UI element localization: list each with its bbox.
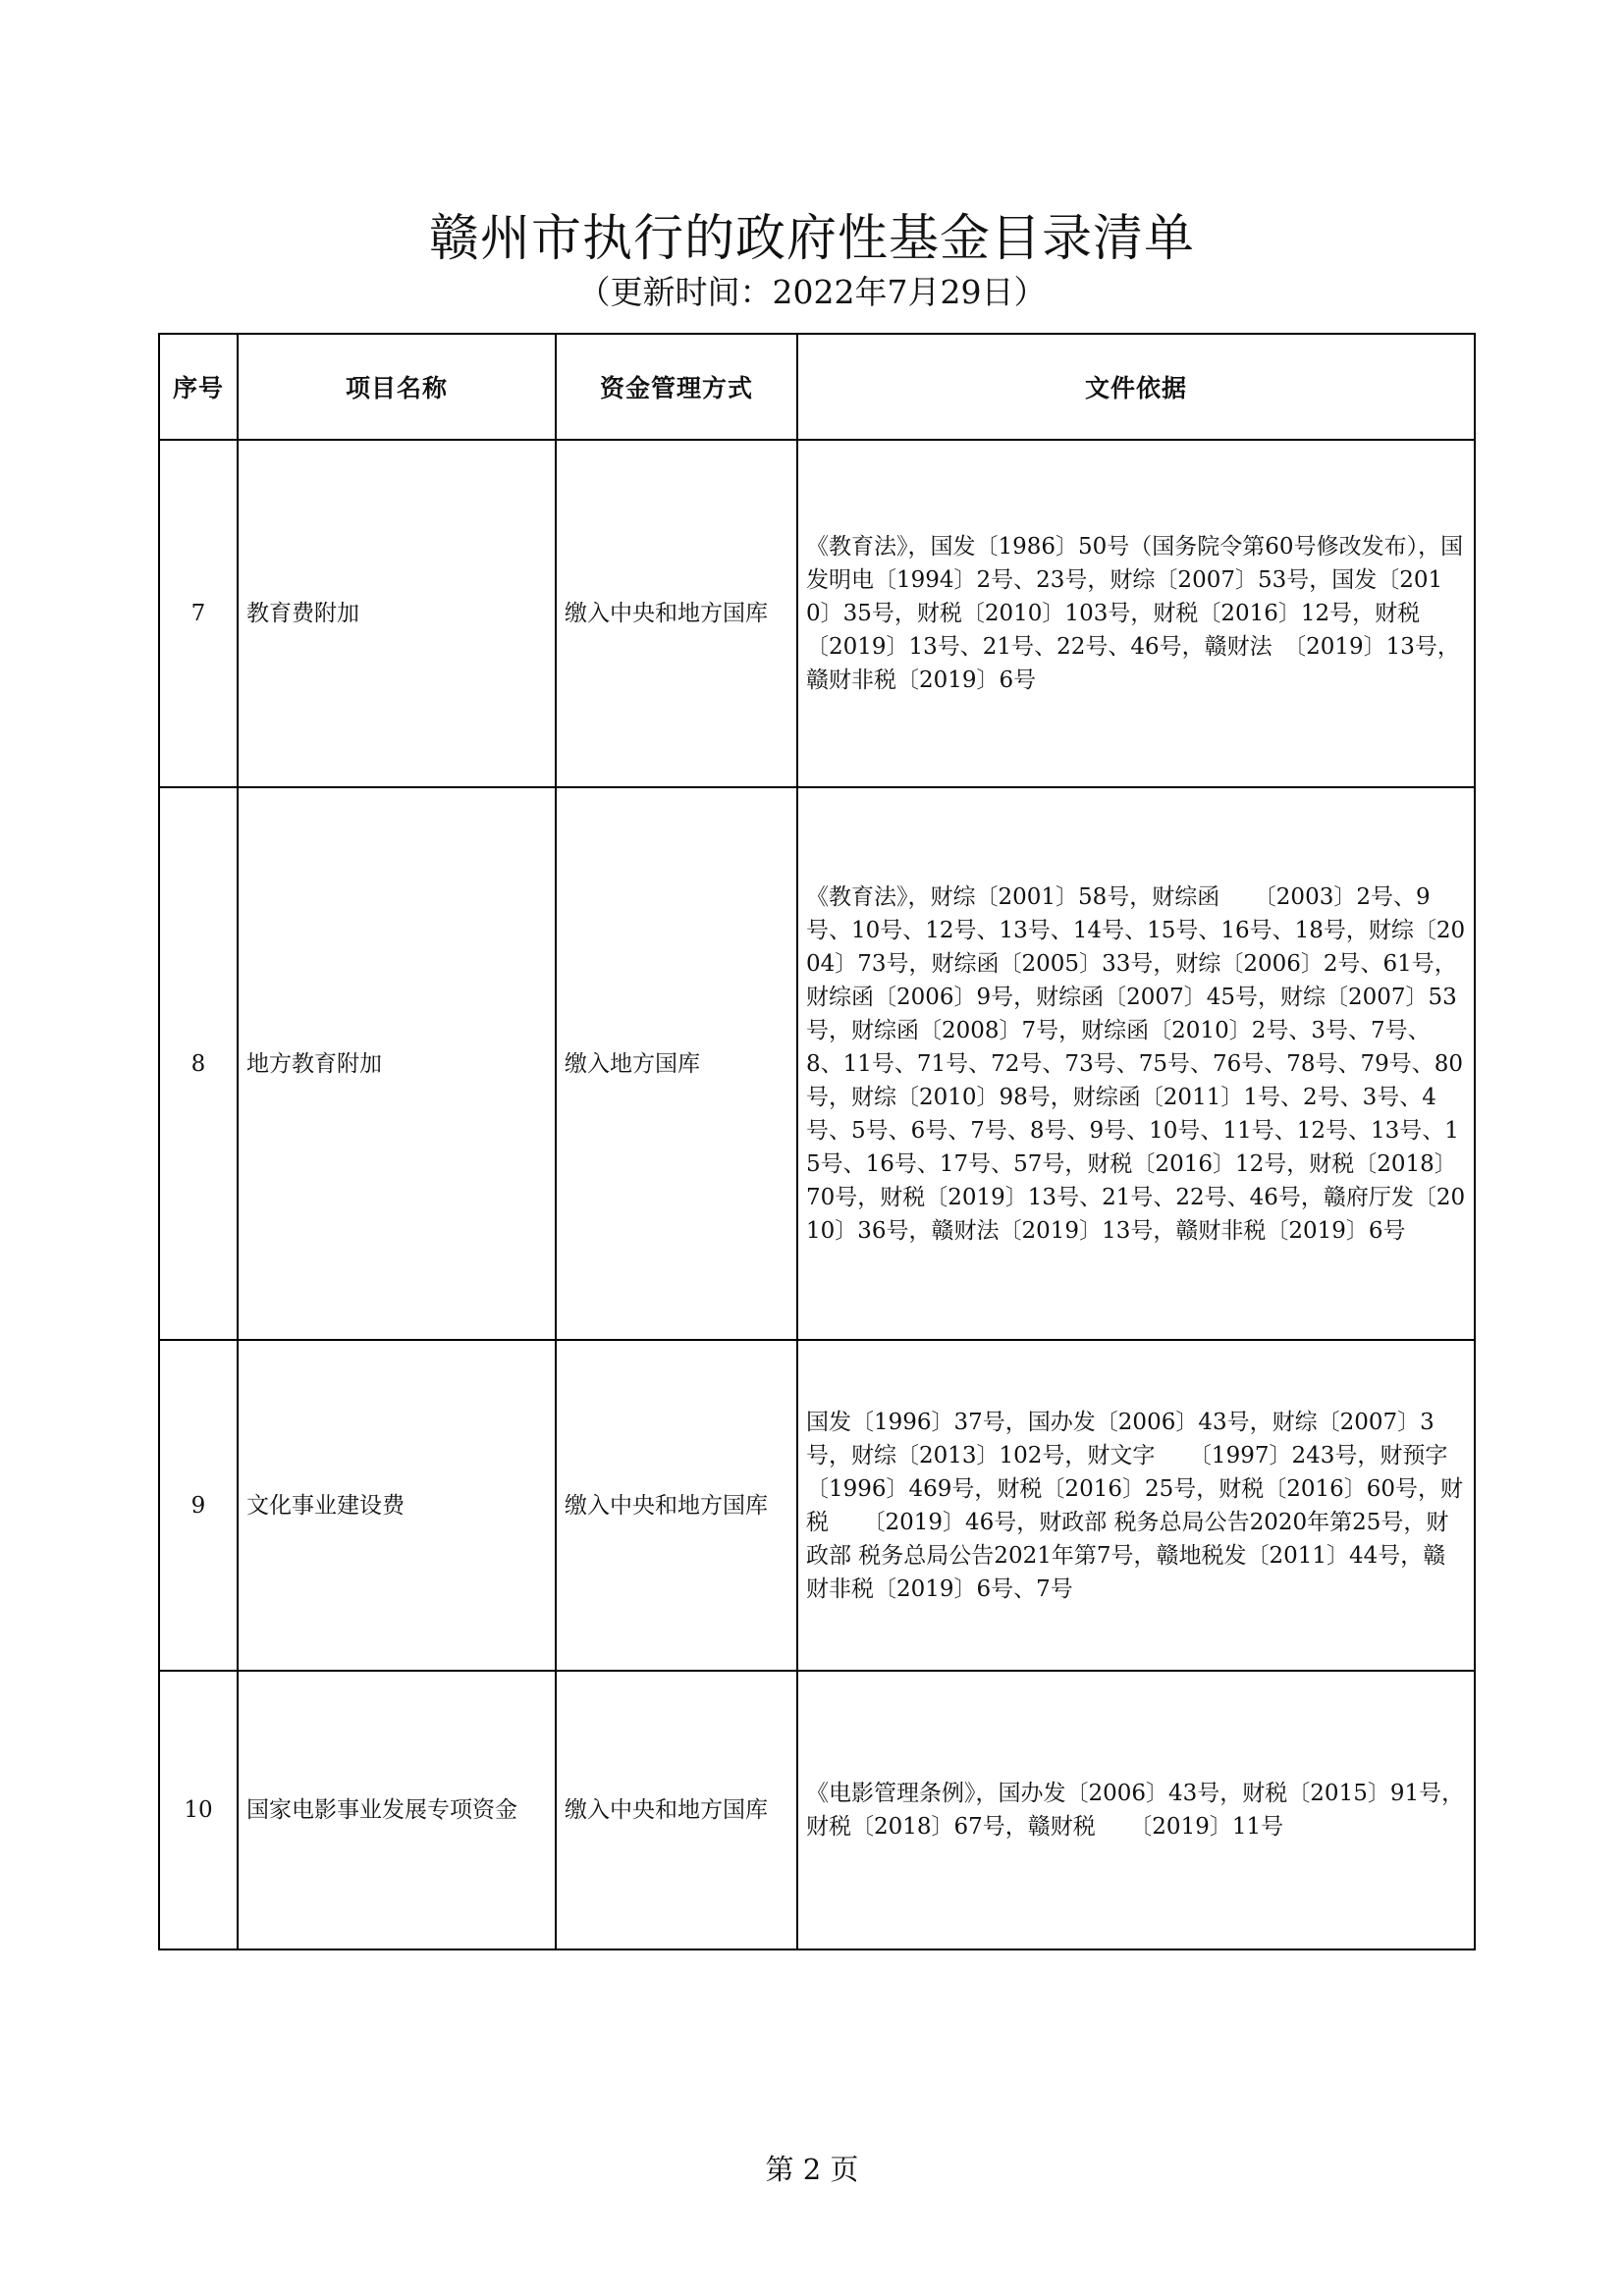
cell-no: 10 <box>159 1671 238 1949</box>
header-name: 项目名称 <box>238 334 556 440</box>
header-management: 资金管理方式 <box>556 334 797 440</box>
table-header-row <box>159 334 1475 440</box>
document-subtitle: （更新时间：2022年7月29日） <box>577 273 1047 311</box>
table-header <box>159 334 1475 440</box>
cell-no: 7 <box>159 440 238 787</box>
table-row <box>159 1671 1475 1949</box>
cell-basis: 《教育法》，财综〔2001〕58号，财综函 〔2003〕2号、9号、10号、12号、13号、14号、15号、16号、18号，财综〔2004〕73号，财综函〔2005〕33号，财综〔2006〕2号、61号，财综函〔2006〕9号，财综函〔2007〕45号，财综〔2007〕53号，财综函〔2008〕7号，财综函〔2010〕2号、3号、7号、8、11号、71号、72号、73号、75号、76号、78号、79号、80号，财综〔2010〕98号，财综函〔2011〕1号、2号、3号、4号、5号、6号、7号、8号、9号、10号、11号、12号、13号、15号、16号、17号、57号，财税〔2016〕12号，财税〔2018〕70号，财税〔2019〕13号、21号、22号、46号，赣府厅发〔2010〕36号，赣财法〔2019〕13号，赣财非税〔2019〕6号 <box>797 787 1475 1340</box>
cell-no: 8 <box>159 787 238 1340</box>
cell-name: 地方教育附加 <box>238 787 556 1340</box>
cell-management: 缴入地方国库 <box>556 787 797 1340</box>
cell-name: 教育费附加 <box>238 440 556 787</box>
header-no: 序号 <box>159 334 238 440</box>
cell-basis: 国发〔1996〕37号，国办发〔2006〕43号，财综〔2007〕3号，财综〔2013〕102号，财文字 〔1997〕243号，财预字〔1996〕469号，财税〔2016〕25号，财税〔2016〕60号，财税 〔2019〕46号，财政部 税务总局公告2020年第25号，财政部 税务总局公告2021年第7号，赣地税发〔2011〕44号，赣财非税〔2019〕6号、7号 <box>797 1340 1475 1671</box>
cell-basis: 《教育法》，国发〔1986〕50号（国务院令第60号修改发布），国发明电〔1994〕2号、23号，财综〔2007〕53号，国发〔2010〕35号，财税〔2010〕103号，财税〔2016〕12号，财税 〔2019〕13号、21号、22号、46号，赣财法 〔2019〕13号，赣财非税〔2019〕6号 <box>797 440 1475 787</box>
cell-management: 缴入中央和地方国库 <box>556 1340 797 1671</box>
fund-table <box>158 333 1476 1950</box>
cell-management: 缴入中央和地方国库 <box>556 440 797 787</box>
cell-no: 9 <box>159 1340 238 1671</box>
cell-management: 缴入中央和地方国库 <box>556 1671 797 1949</box>
document-title: 赣州市执行的政府性基金目录清单 <box>428 210 1195 268</box>
header-basis: 文件依据 <box>797 334 1475 440</box>
table-row <box>159 787 1475 1340</box>
cell-name: 文化事业建设费 <box>238 1340 556 1671</box>
table-body <box>159 440 1475 1949</box>
table-row <box>159 1340 1475 1671</box>
page-number: 第 2 页 <box>765 2153 859 2186</box>
table-row <box>159 440 1475 787</box>
cell-name: 国家电影事业发展专项资金 <box>238 1671 556 1949</box>
cell-basis: 《电影管理条例》，国办发〔2006〕43号，财税〔2015〕91号，财税〔2018〕67号，赣财税 〔2019〕11号 <box>797 1671 1475 1949</box>
